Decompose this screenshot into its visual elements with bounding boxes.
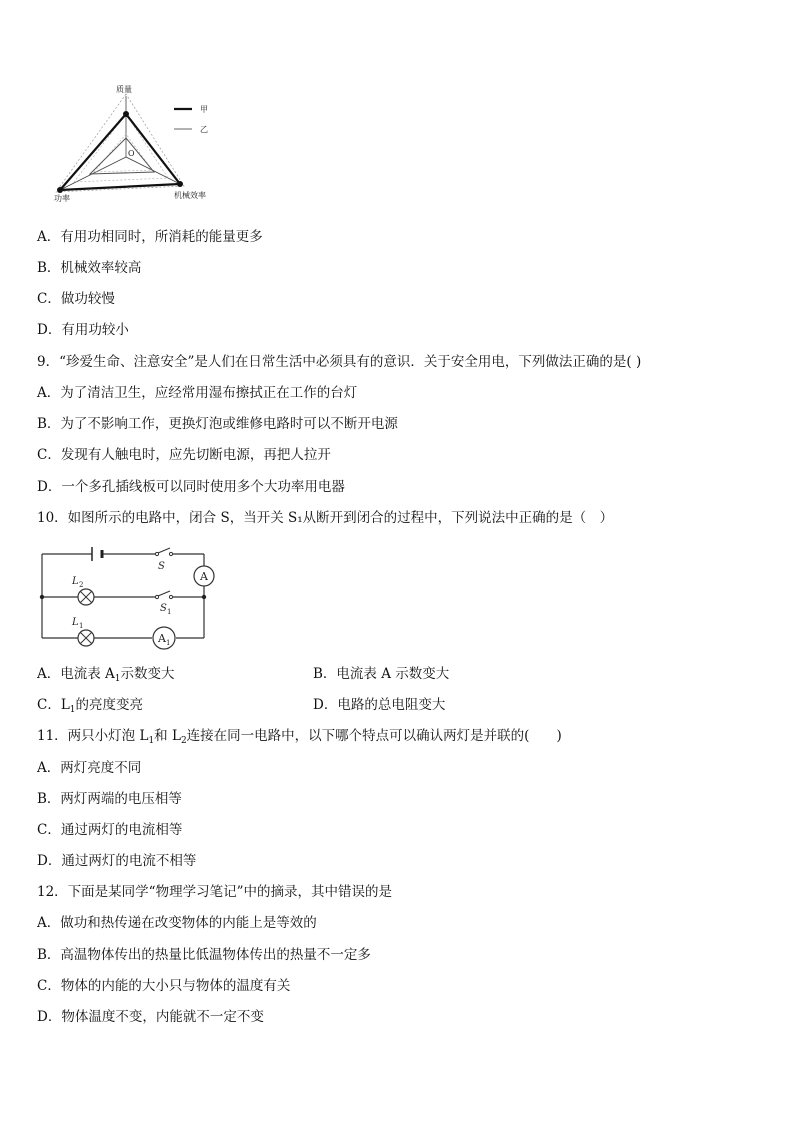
q12-option-c: C．物体的内能的大小只与物体的温度有关 bbox=[37, 978, 291, 994]
ammeter-a-label: A bbox=[200, 570, 208, 583]
radar-series-jia bbox=[60, 114, 180, 190]
lamp-l2-sub: 2 bbox=[79, 581, 84, 589]
q8-option-d: D．有用功较小 bbox=[37, 322, 129, 338]
radar-label-right: 机械效率 bbox=[174, 191, 206, 200]
lamp-l2 bbox=[78, 589, 94, 605]
radar-point-left bbox=[57, 187, 63, 193]
q8-option-a: A．有用功相同时，所消耗的能量更多 bbox=[37, 229, 263, 245]
switch-s bbox=[155, 548, 172, 556]
switch-s1 bbox=[155, 591, 172, 599]
q9-option-c: C．发现有人触电时，应先切断电源，再把人拉开 bbox=[37, 447, 331, 463]
radar-point-right bbox=[177, 181, 183, 187]
q11-stem: 11．两只小灯泡 $L_1$和 $L_2$连接在同一电路中，以下哪个特点可以确认两灯是并联的( ) bbox=[37, 728, 562, 746]
q8-option-c: C．做功较慢 bbox=[37, 291, 115, 307]
switch-s-label: S bbox=[158, 561, 165, 572]
q12-option-b: B．高温物体传出的热量比低温物体传出的热量不一定多 bbox=[37, 947, 371, 963]
radar-point-top bbox=[123, 111, 129, 117]
q8-option-b: B．机械效率较高 bbox=[37, 260, 142, 276]
q10-option-b: B．电流表 A 示数变大 bbox=[313, 666, 450, 682]
lamp-l1-sub: 1 bbox=[79, 622, 84, 630]
ammeter-a1-label: A bbox=[158, 632, 166, 645]
circuit-diagram bbox=[36, 540, 226, 652]
q9-option-b: B．为了不影响工作，更换灯泡或维修电路时可以不断开电源 bbox=[37, 416, 398, 432]
q11-option-a: A．两灯亮度不同 bbox=[37, 760, 142, 776]
q10-option-d: D．电路的总电阻变大 bbox=[313, 697, 446, 713]
switch-s1-label: S bbox=[160, 603, 167, 614]
radar-center-label: O bbox=[128, 149, 135, 158]
radar-figure bbox=[50, 82, 230, 204]
q11-option-c: C．通过两灯的电流相等 bbox=[37, 822, 183, 838]
lamp-l2-label: L bbox=[72, 576, 79, 587]
q12-option-d: D．物体温度不变，内能就不一定不变 bbox=[37, 1009, 264, 1025]
switch-s1-sub: 1 bbox=[167, 608, 172, 616]
radar-label-left: 功率 bbox=[54, 194, 70, 203]
q9-option-a: A．为了清洁卫生，应经常用湿布擦拭正在工作的台灯 bbox=[37, 385, 358, 401]
junction-left bbox=[40, 595, 44, 599]
q12-stem: 12．下面是某同学“物理学习笔记”中的摘录，其中错误的是 bbox=[37, 884, 392, 900]
q11-option-b: B．两灯两端的电压相等 bbox=[37, 791, 182, 807]
q9-stem: 9．“珍爱生命、注意安全”是人们在日常生活中必须具有的意识．关于安全用电，下列做法正确的是( ) bbox=[37, 354, 642, 370]
legend-yi-label: 乙 bbox=[200, 125, 208, 134]
q11-option-d: D．通过两灯的电流不相等 bbox=[37, 853, 197, 869]
lamp-l1 bbox=[78, 630, 94, 646]
radar-grid-outer bbox=[56, 94, 184, 192]
q12-option-a: A．做功和热传递在改变物体的内能上是等效的 bbox=[37, 915, 317, 931]
legend-jia-label: 甲 bbox=[200, 105, 208, 114]
radar-label-top: 质量 bbox=[116, 85, 132, 94]
ammeter-a1-sub: 1 bbox=[166, 639, 171, 647]
q10-option-a: A．电流表 $A_1$示数变大 bbox=[37, 666, 175, 684]
q10-option-c: C．$L_1$的亮度变亮 bbox=[37, 697, 144, 715]
q10-stem: 10．如图所示的电路中，闭合 S，当开关 S₁从断开到闭合的过程中，下列说法中正确的是（ ） bbox=[37, 510, 614, 526]
lamp-l1-label: L bbox=[72, 617, 79, 628]
q9-option-d: D．一个多孔插线板可以同时使用多个大功率用电器 bbox=[37, 479, 345, 495]
junction-right bbox=[202, 595, 206, 599]
